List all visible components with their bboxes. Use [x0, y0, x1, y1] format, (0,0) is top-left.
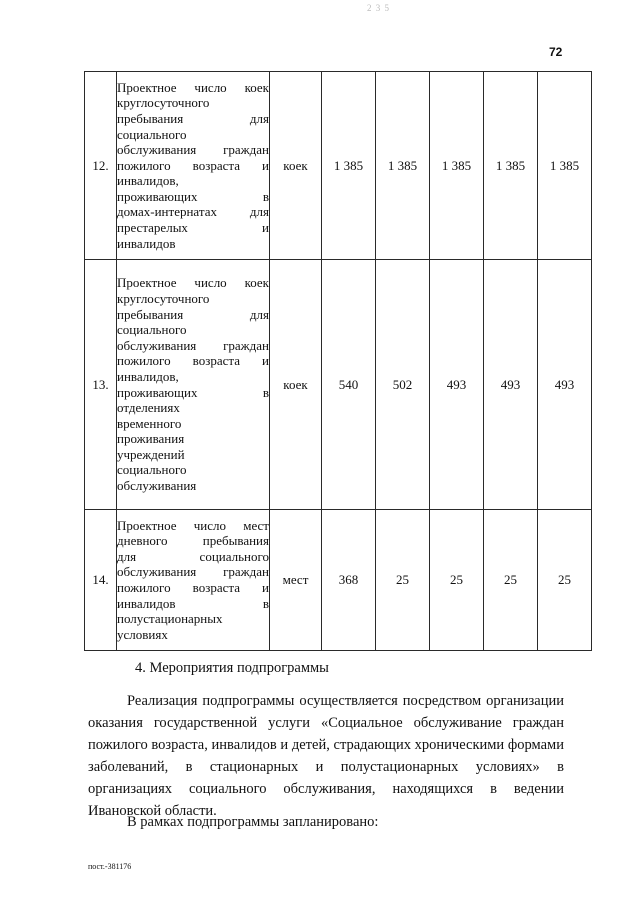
table-row	[85, 510, 592, 651]
description-line: обслуживания граждан	[117, 337, 269, 353]
description-line: домах-интернатах для	[117, 204, 269, 220]
table-row	[85, 260, 592, 510]
description-line: проживания	[117, 431, 185, 447]
description-line: круглосуточного	[117, 290, 210, 306]
description-line: дневного пребывания	[117, 533, 269, 549]
value-cell: 25	[376, 510, 430, 651]
value-cell: 1 385	[538, 72, 592, 260]
row-number: 12.	[85, 72, 117, 260]
description-line: обслуживания граждан	[117, 142, 269, 158]
description-line: временного	[117, 415, 182, 431]
description-line: пребывания для	[117, 110, 269, 126]
value-cell: 540	[322, 260, 376, 510]
description-line: проживающих в	[117, 384, 269, 400]
indicator-description	[117, 510, 270, 651]
unit: мест	[270, 510, 322, 651]
value-cell: 25	[430, 510, 484, 651]
value-cell: 493	[484, 260, 538, 510]
description-line: престарелых и	[117, 220, 269, 236]
description-line: условиях	[117, 626, 168, 642]
value-cell: 493	[430, 260, 484, 510]
value-cell: 25	[484, 510, 538, 651]
archive-stamp: 2 3 5	[367, 3, 390, 13]
description-line: пожилого возраста и	[117, 157, 269, 173]
description-line: инвалидов,	[117, 368, 179, 384]
value-cell: 493	[538, 260, 592, 510]
paragraph-implementation: Реализация подпрограммы осуществляется посредством организации оказания государственной услуги «Социальное обслуживание граждан пожилого возраста, инвалидов и детей, страдающих хроническими формами заболеваний, в стационарных и полустационарных условиях» в организациях социального обслуживания, находящихся в ведении Ивановской области.	[88, 693, 564, 819]
value-cell: 1 385	[484, 72, 538, 260]
row-number: 13.	[85, 260, 117, 510]
value-cell: 1 385	[322, 72, 376, 260]
footer-reference: пост.-381176	[88, 862, 132, 871]
description-line: Проектное число мест	[117, 517, 269, 533]
description-line: Проектное число коек	[117, 275, 269, 291]
description-line: социального	[117, 126, 187, 142]
description-line: пожилого возраста и	[117, 353, 269, 369]
description-line: полустационарных	[117, 611, 223, 627]
description-line: социального	[117, 322, 187, 338]
indicators-table	[84, 71, 592, 651]
page-number: 72	[549, 45, 563, 59]
paragraph-planned: В рамках подпрограммы запланировано:	[127, 814, 379, 830]
description-line: круглосуточного	[117, 95, 210, 111]
value-cell: 368	[322, 510, 376, 651]
description-line: обслуживания граждан	[117, 564, 269, 580]
value-cell: 1 385	[376, 72, 430, 260]
description-line: пребывания для	[117, 306, 269, 322]
description-line: для социального	[117, 548, 269, 564]
description-line: пожилого возраста и	[117, 580, 269, 595]
value-cell: 1 385	[430, 72, 484, 260]
indicator-description	[117, 72, 270, 260]
unit: коек	[270, 260, 322, 510]
description-line: инвалидов в	[117, 595, 269, 611]
table-row	[85, 72, 592, 260]
description-line: социального	[117, 462, 187, 478]
unit: коек	[270, 72, 322, 260]
description-line: Проектное число коек	[117, 79, 269, 95]
row-number: 14.	[85, 510, 117, 651]
value-cell: 25	[538, 510, 592, 651]
description-line: обслуживания	[117, 478, 197, 494]
description-line: учреждений	[117, 446, 185, 462]
description-line: отделениях	[117, 400, 180, 416]
description-line: инвалидов	[117, 235, 176, 251]
description-line: проживающих в	[117, 188, 269, 204]
description-line: инвалидов,	[117, 173, 179, 189]
value-cell: 502	[376, 260, 430, 510]
section-heading: 4. Мероприятия подпрограммы	[135, 660, 329, 676]
indicator-description	[117, 260, 270, 510]
